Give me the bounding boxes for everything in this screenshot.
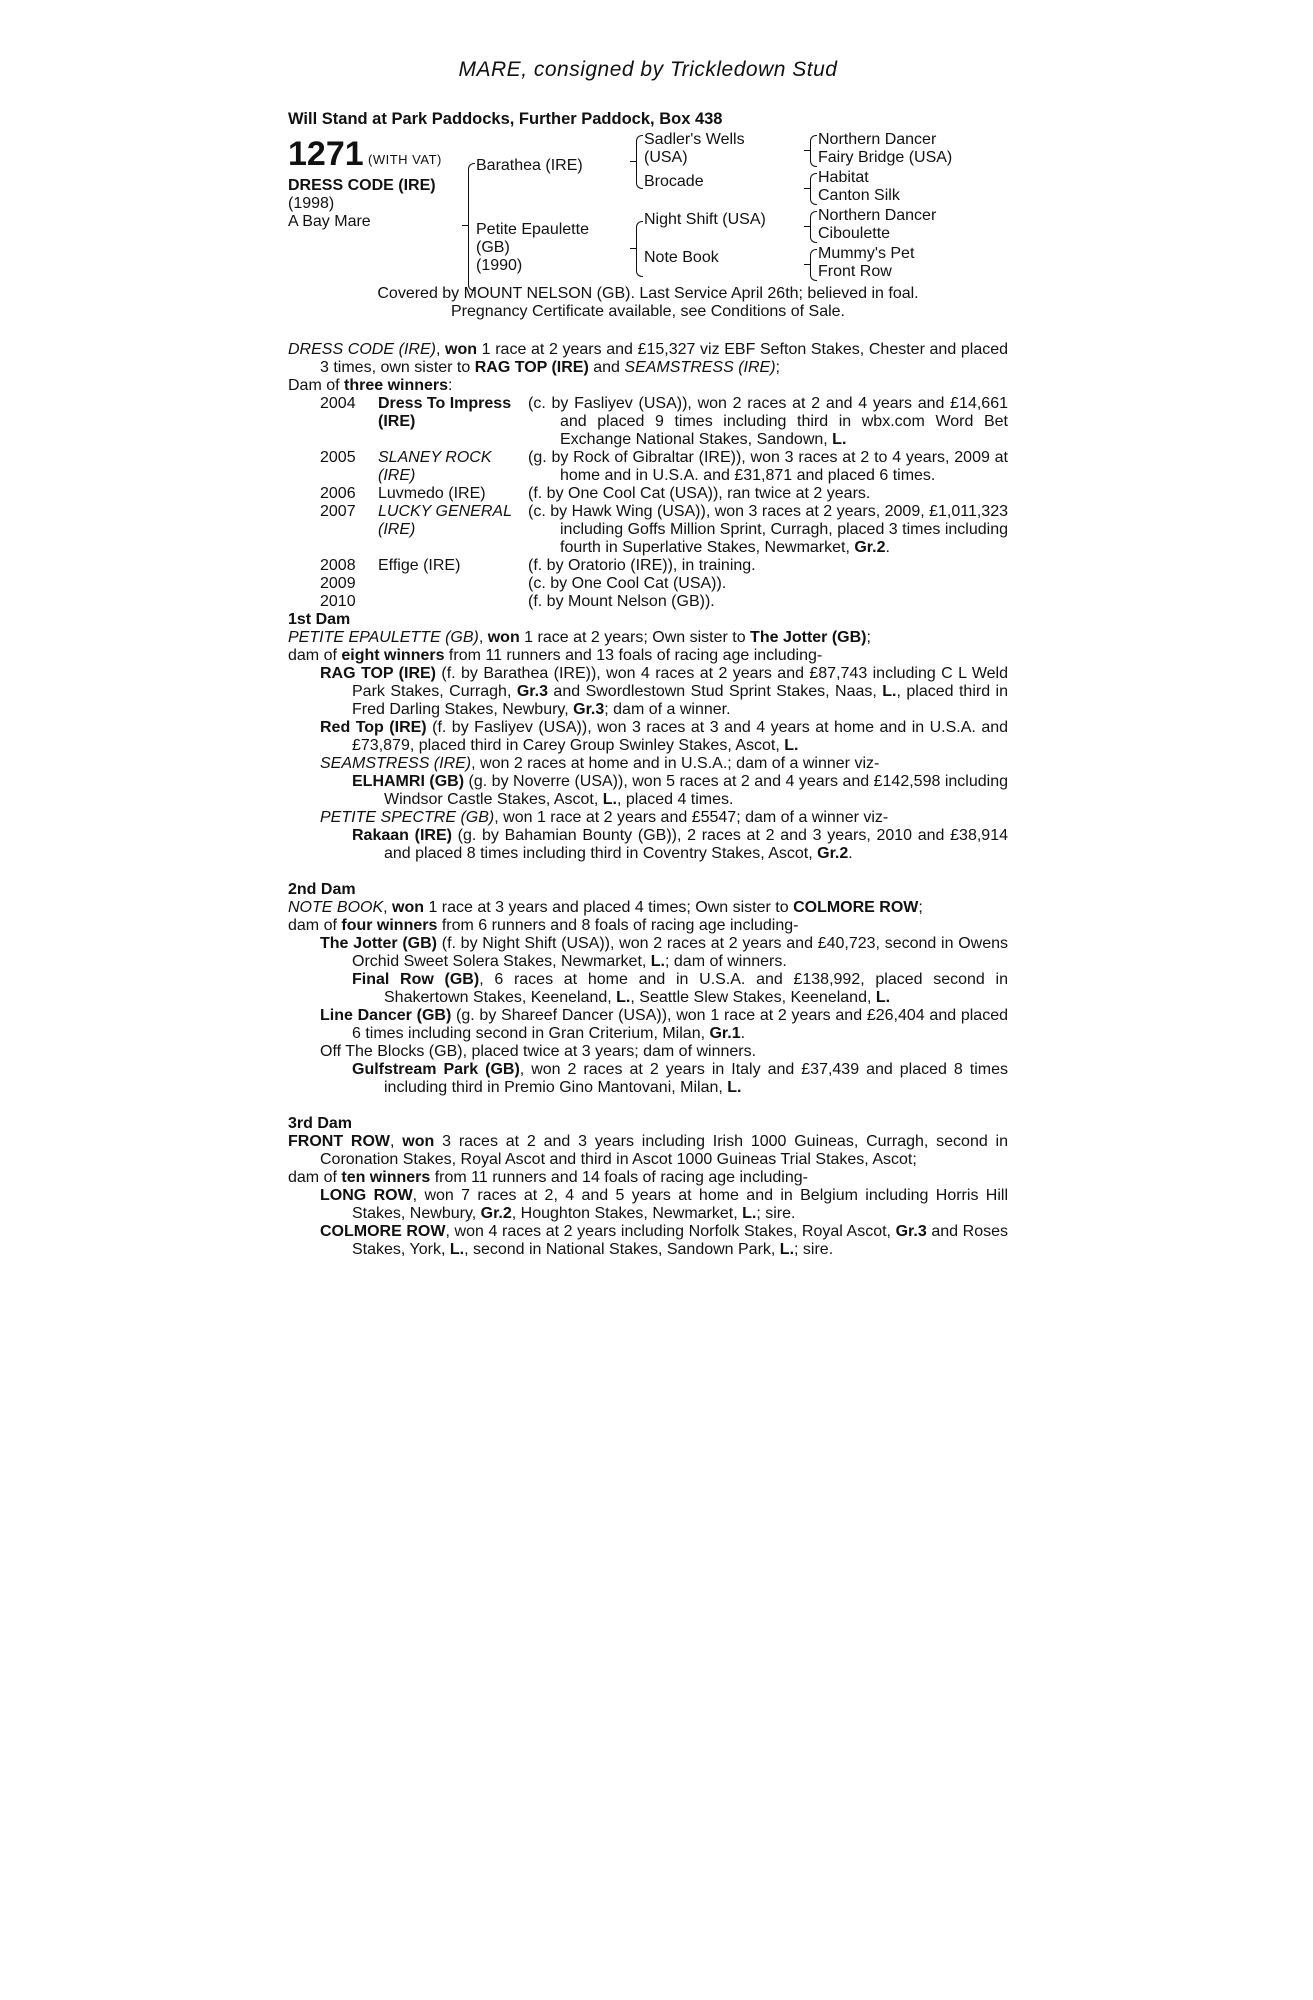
lot-number: 1271 — [288, 135, 364, 173]
mare-record: DRESS CODE (IRE), won 1 race at 2 years and £15,327 viz EBF Sefton Stakes, Chester and placed 3 times, own sister to RAG TOP (IRE) and SEAMSTRESS (IRE); — [288, 341, 1009, 376]
list-item: Rakaan (IRE) (g. by Bahamian Bounty (GB)), 2 races at 2 and 3 years, 2010 and £38,914 and placed 8 times including third in Coventry Stakes, Ascot, Gr.2. — [352, 827, 1008, 862]
list-item: PETITE SPECTRE (GB), won 1 race at 2 years and £5547; dam of a winner viz- — [320, 809, 889, 826]
pedigree-brace-tip — [804, 226, 810, 227]
second-dam-heading: 2nd Dam — [288, 881, 356, 898]
pedigree-sds: Habitat — [818, 169, 869, 186]
horse-year: (1998) — [288, 195, 335, 212]
produce-name: Dress To Impress (IRE) — [378, 395, 512, 430]
pedigree-block — [288, 131, 1008, 281]
list-item: Off The Blocks (GB), placed twice at 3 years; dam of winners. — [320, 1043, 757, 1060]
pedigree-sire-sire: Sadler's Wells (USA) — [644, 131, 745, 166]
third-dam-record: FRONT ROW, won 3 races at 2 and 3 years including Irish 1000 Guineas, Curragh, second in Coronation Stakes, Royal Ascot and third in Ascot 1000 Guineas Trial Stakes, Ascot; — [288, 1133, 1009, 1168]
covering-note: Covered by MOUNT NELSON (GB). Last Service April 26th; believed in foal. Pregnancy Certificate available, see Conditions of Sale. — [377, 285, 919, 320]
vat-note: (WITH VAT) — [368, 152, 442, 167]
pedigree-ssd: Fairy Bridge (USA) — [818, 149, 953, 166]
produce-description: (c. by Hawk Wing (USA)), won 3 races at 2 years, 2009, £1,011,323 including Goffs Million Sprint, Curragh, placed 3 times including fourth in Superlative Stakes, Newmarket, Gr.2. — [528, 503, 1008, 556]
pedigree-dam-sire: Night Shift (USA) — [644, 211, 766, 228]
first-dam-produce: dam of eight winners from 11 runners and 13 foals of racing age including- — [288, 647, 823, 664]
produce-description: (c. by Fasliyev (USA)), won 2 races at 2 and 4 years and £14,661 and placed 9 times including third in wbx.com Word Bet Exchange National Stakes, Sandown, L. — [528, 395, 1008, 448]
pedigree-sire-dam: Brocade — [644, 173, 704, 190]
list-item: Line Dancer (GB) (g. by Shareef Dancer (USA)), won 1 race at 2 years and £26,404 and placed 6 times including second in Gran Criterium, Milan, Gr.1. — [320, 1007, 1009, 1042]
pedigree-brace — [810, 135, 817, 167]
list-item: SEAMSTRESS (IRE), won 2 races at home and in U.S.A.; dam of a winner viz- — [320, 755, 880, 772]
list-item: ELHAMRI (GB) (g. by Noverre (USA)), won 5 races at 2 and 4 years and £142,598 including Windsor Castle Stakes, Ascot, L., placed 4 times. — [352, 773, 1009, 808]
produce-name: SLANEY ROCK (IRE) — [378, 449, 492, 484]
pedigree-brace-tip — [804, 188, 810, 189]
list-item: The Jotter (GB) (f. by Night Shift (USA)), won 2 races at 2 years and £40,723, second in Owens Orchid Sweet Solera Stakes, Newmarket, L.; dam of winners. — [320, 935, 1009, 970]
catalogue-page — [288, 58, 1008, 1259]
pedigree-dss: Northern Dancer — [818, 207, 937, 224]
pedigree-brace-tip — [804, 150, 810, 151]
pedigree-sss: Northern Dancer — [818, 131, 937, 148]
produce-year: 2008 — [320, 557, 356, 574]
first-dam-heading: 1st Dam — [288, 611, 351, 628]
pedigree-brace-tip — [630, 248, 636, 249]
list-item: Final Row (GB), 6 races at home and in U.S.A. and £138,992, placed second in Shakertown Stakes, Keeneland, L., Seattle Slew Stakes, Keeneland, L. — [352, 971, 1008, 1006]
stabling-info: Will Stand at Park Paddocks, Further Paddock, Box 438 — [288, 110, 723, 128]
list-item: COLMORE ROW, won 4 races at 2 years including Norfolk Stakes, Royal Ascot, Gr.3 and Roses Stakes, York, L., second in National Stakes, Sandown Park, L.; sire. — [320, 1223, 1009, 1258]
produce-year: 2010 — [320, 593, 356, 610]
pedigree-brace — [810, 211, 817, 243]
horse-name: DRESS CODE (IRE) — [288, 177, 436, 194]
pedigree-brace-tip — [804, 264, 810, 265]
pedigree-brace-tip — [462, 225, 468, 226]
list-item: RAG TOP (IRE) (f. by Barathea (IRE)), won 4 races at 2 years and £87,743 including C L Weld Park Stakes, Curragh, Gr.3 and Swordlestown Stud Sprint Stakes, Naas, L., placed third in Fred Darling Stakes, Newbury, Gr.3; dam of a winner. — [320, 665, 1008, 718]
second-dam-record: NOTE BOOK, won 1 race at 3 years and placed 4 times; Own sister to COLMORE ROW; — [288, 899, 923, 916]
pedigree-brace — [810, 173, 817, 205]
produce-name: Luvmedo (IRE) — [378, 485, 486, 502]
dam-of-line: Dam of three winners: — [288, 377, 453, 394]
third-dam-heading: 3rd Dam — [288, 1115, 353, 1132]
pedigree-dam-dam: Note Book — [644, 249, 719, 266]
list-item: Red Top (IRE) (f. by Fasliyev (USA)), won 3 races at 3 and 4 years at home and in U.S.A. and £73,879, placed third in Carey Group Swinley Stakes, Ascot, L. — [320, 719, 1009, 754]
produce-name — [378, 593, 528, 611]
produce-name: LUCKY GENERAL (IRE) — [378, 503, 512, 538]
third-dam-produce: dam of ten winners from 11 runners and 14 foals of racing age including- — [288, 1169, 808, 1186]
page-title: MARE, consigned by Trickledown Stud — [458, 58, 838, 81]
pedigree-sire: Barathea (IRE) — [476, 157, 583, 174]
produce-year: 2009 — [320, 575, 356, 592]
pedigree-sdd: Canton Silk — [818, 187, 900, 204]
second-dam-produce: dam of four winners from 6 runners and 8 foals of racing age including- — [288, 917, 799, 934]
pedigree-brace — [636, 135, 643, 189]
pedigree-dam: Petite Epaulette (GB) (1990) — [476, 221, 589, 274]
list-item: LONG ROW, won 7 races at 2, 4 and 5 years at home and in Belgium including Horris Hill Stakes, Newbury, Gr.2, Houghton Stakes, Newmarket, L.; sire. — [320, 1187, 1008, 1222]
pedigree-brace — [810, 249, 817, 281]
pedigree-brace-tip — [630, 161, 636, 162]
produce-description: (c. by One Cool Cat (USA)). — [528, 575, 727, 592]
pedigree-dds: Mummy's Pet — [818, 245, 915, 262]
produce-year: 2007 — [320, 503, 356, 520]
pedigree-brace — [636, 221, 643, 277]
produce-description: (f. by Oratorio (IRE)), in training. — [528, 557, 756, 574]
produce-year: 2005 — [320, 449, 356, 466]
produce-list — [288, 395, 1008, 611]
first-dam-record: PETITE EPAULETTE (GB), won 1 race at 2 years; Own sister to The Jotter (GB); — [288, 629, 871, 646]
pedigree-dsd: Ciboulette — [818, 225, 891, 242]
produce-name — [378, 575, 528, 593]
horse-description: A Bay Mare — [288, 213, 371, 230]
produce-year: 2006 — [320, 485, 356, 502]
produce-year: 2004 — [320, 395, 356, 412]
produce-description: (g. by Rock of Gibraltar (IRE)), won 3 races at 2 to 4 years, 2009 at home and in U.S.A. and £31,871 and placed 6 times. — [528, 449, 1008, 484]
pedigree-ddd: Front Row — [818, 263, 892, 280]
produce-description: (f. by One Cool Cat (USA)), ran twice at 2 years. — [528, 485, 871, 502]
produce-name: Effige (IRE) — [378, 557, 461, 574]
list-item: Gulfstream Park (GB), won 2 races at 2 years in Italy and £37,439 and placed 8 times including third in Premio Gino Mantovani, Milan, L. — [352, 1061, 1008, 1096]
produce-description: (f. by Mount Nelson (GB)). — [528, 593, 715, 610]
pedigree-brace — [468, 163, 475, 291]
